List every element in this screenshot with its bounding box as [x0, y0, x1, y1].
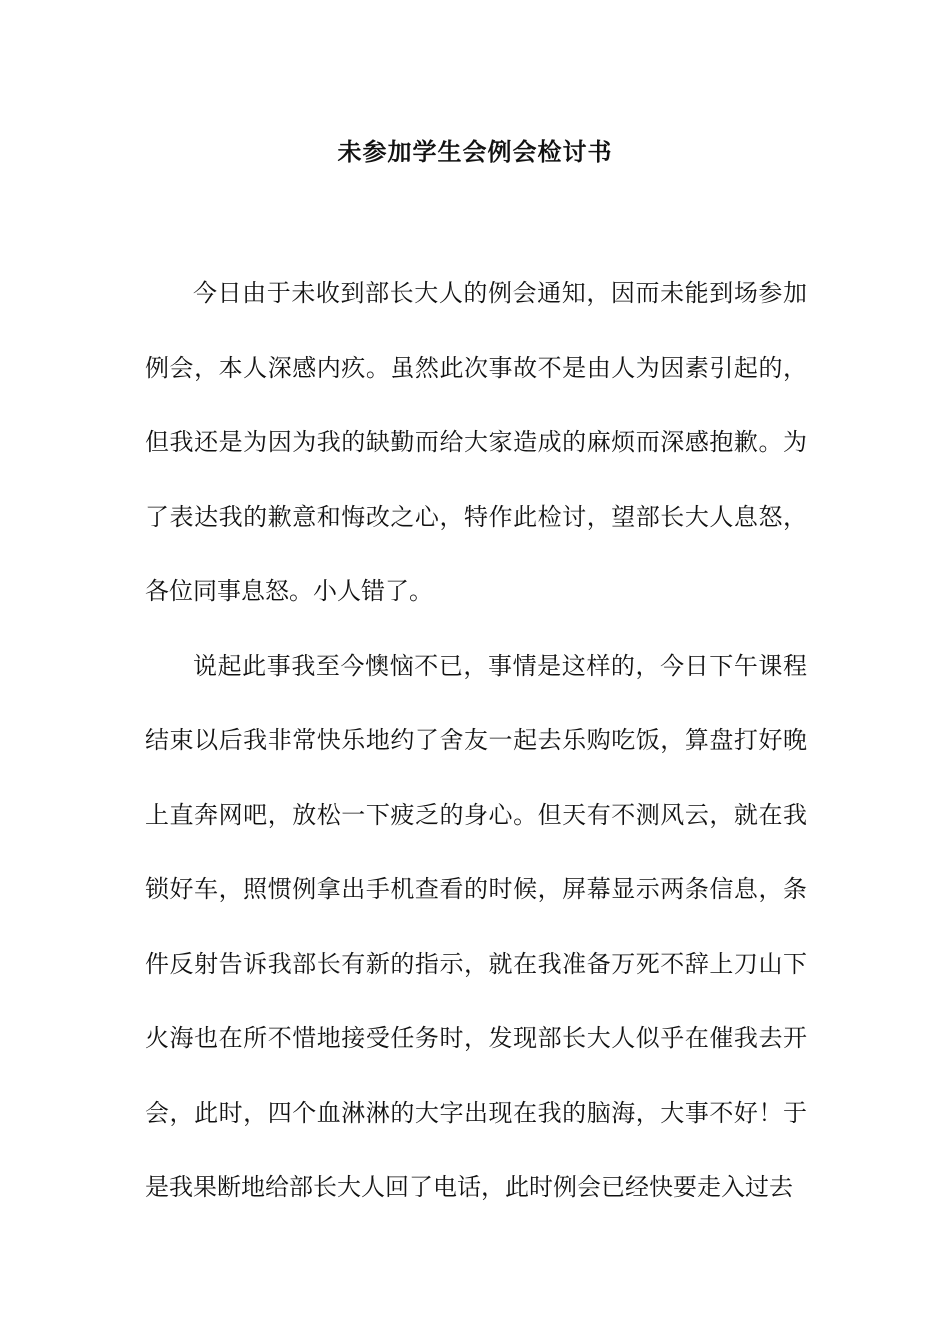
document-body — [145, 256, 807, 1225]
paragraph-1: 今日由于未收到部长大人的例会通知，因而未能到场参加例会，本人深感内疚。虽然此次事故不是由人为因素引起的，但我还是为因为我的缺勤而给大家造成的麻烦而深感抱歉。为了表达我的歉意和悔改之心，特作此检讨，望部长大人息怒，各位同事息怒。小人错了。 — [145, 279, 807, 605]
document-title: 未参加学生会例会检讨书 — [337, 137, 613, 166]
paragraph-2: 说起此事我至今懊恼不已，事情是这样的，今日下午课程结束以后我非常快乐地约了舍友一起去乐购吃饭，算盘打好晚上直奔网吧，放松一下疲乏的身心。但天有不测风云，就在我锁好车，照惯例拿出手机查看的时候，屏幕显示两条信息，条件反射告诉我部长有新的指示，就在我准备万死不辞上刀山下火海也在所不惜地接受任务时，发现部长大人似乎在催我去开会，此时，四个血淋淋的大字出现在我的脑海，大事不好！于是我果断地给部长大人回了电话，此时例会已经快要走入过去 — [145, 651, 807, 1201]
